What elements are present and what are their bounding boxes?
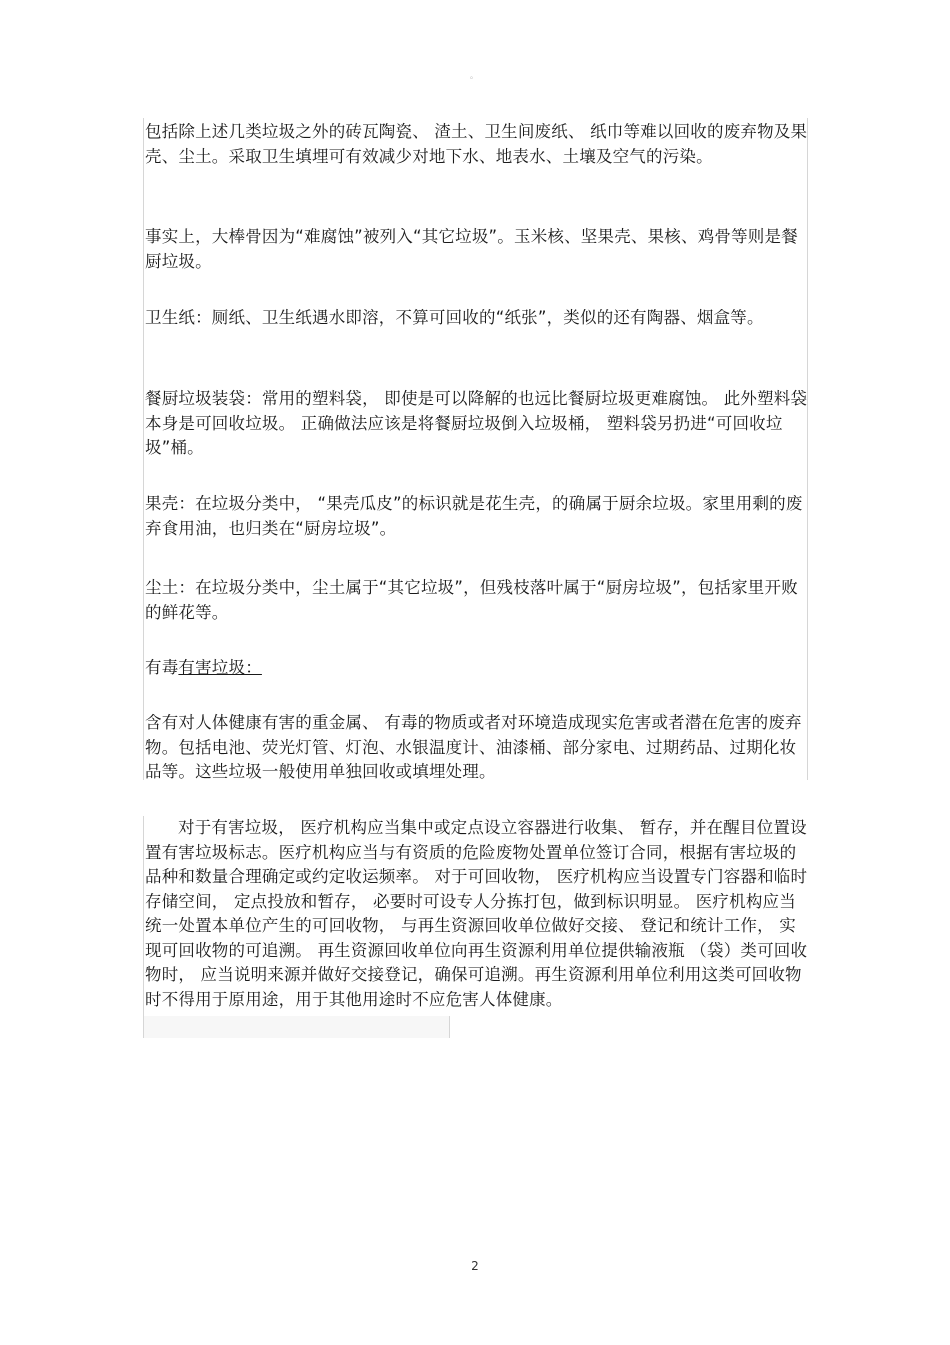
heading-prefix: 有毒 [145,658,179,677]
paragraph-shells: 果壳：在垃圾分类中， “果壳瓜皮”的标识就是花生壳，的确属于厨余垃圾。家里用剩的废弃食用油，也归类在“厨房垃圾”。 [145,494,803,538]
paragraph-hazardous-definition: 含有对人体健康有害的重金属、 有毒的物质或者对环境造成现实危害或者潜在危害的废弃物。包括电池、荧光灯管、灯泡、水银温度计、油漆桶、部分家电、过期药品、过期化妆品等。这些垃圾一般使用单独回收或填埋处理。 [145,713,802,781]
paragraph-other-waste: 包括除上述几类垃圾之外的砖瓦陶瓷、 渣土、卫生间废纸、 纸巾等难以回收的废弃物及果壳、尘土。采取卫生填埋可有效减少对地下水、地表水、土壤及空气的污染。 [145,122,808,166]
text-frame-tail [144,1016,450,1038]
heading-underlined: 有害垃圾： [178,658,262,677]
section-heading-hazardous [145,656,810,681]
paragraph-medical-institutions: 对于有害垃圾， 医疗机构应当集中或定点设立容器进行收集、 暂存，并在醒目位置设置有害垃圾标志。医疗机构应当与有资质的危险废物处置单位签订合同，根据有害垃圾的品种和数量合理确定或约定收运频率。 对于可回收物， 医疗机构应当设置专门容器和临时存储空间， 定点投放和暂存， 必要时可设专人分拣打包，做到标识明显。 医疗机构应当统一处置本单位产生的可回收物， 与再生资源回收单位做好交接、 登记和统计工作， 实现可回收物的可追溯。 再生资源回收单位向再生资源利用单位提供输液瓶 （袋）类可回收物时， 应当说明来源并做好交接登记，确保可追溯。再生资源利用单位利用这类可回收物时不得用于原用途，用于其他用途时不应危害人体健康。 [145,818,808,1009]
paragraph-toilet-paper: 卫生纸：厕纸、卫生纸遇水即溶，不算可回收的“纸张”，类似的还有陶器、烟盒等。 [145,308,764,327]
paragraph-kitchen-bags: 餐厨垃圾装袋：常用的塑料袋， 即使是可以降解的也远比餐厨垃圾更难腐蚀。 此外塑料袋本身是可回收垃圾。 正确做法应该是将餐厨垃圾倒入垃圾桶， 塑料袋另扔进“可回收垃圾”桶。 [145,389,808,457]
header-mark: 。 [470,71,478,80]
paragraph-bones: 事实上，大棒骨因为“难腐蚀”被列入“其它垃圾”。玉米核、坚果壳、果核、鸡骨等则是餐厨垃圾。 [145,227,798,271]
page-number: 2 [471,1259,479,1273]
paragraph-dust: 尘土：在垃圾分类中，尘土属于“其它垃圾”，但残枝落叶属于“厨房垃圾”，包括家里开败的鲜花等。 [145,578,798,622]
